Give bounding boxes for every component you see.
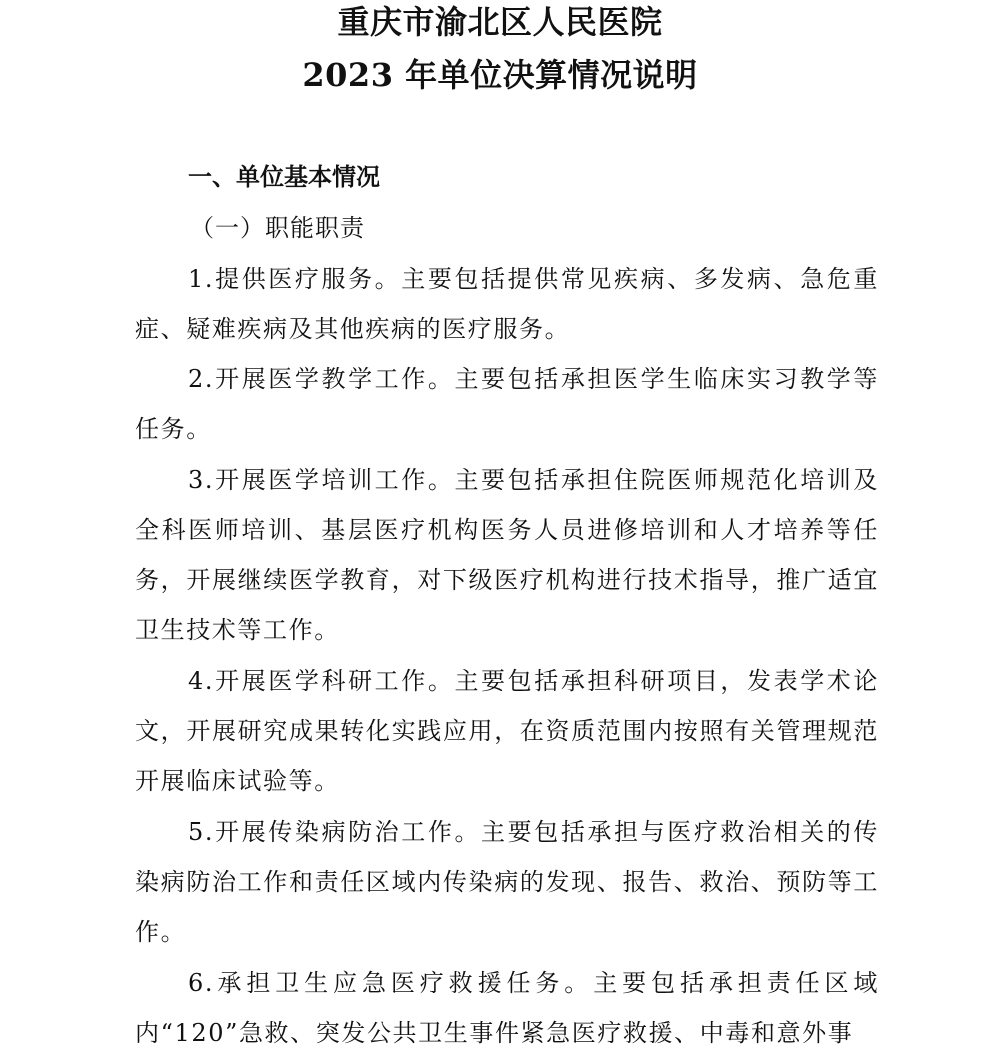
paragraph-4: 4.开展医学科研工作。主要包括承担科研项目，发表学术论文，开展研究成果转化实践应用，在资质范围内按照有关管理规范开展临床试验等。 — [135, 667, 879, 795]
paragraph-6: 6.承担卫生应急医疗救援任务。主要包括承担责任区域内“120”急救、突发公共卫生事件紧急医疗救援、中毒和意外事 — [135, 969, 879, 1047]
paragraph-1: 1.提供医疗服务。主要包括提供常见疾病、多发病、急危重症、疑难疾病及其他疾病的医疗服务。 — [135, 265, 879, 343]
section-heading: 一、单位基本情况 — [188, 162, 380, 191]
paragraph-5: 5.开展传染病防治工作。主要包括承担与医疗救治相关的传染病防治工作和责任区域内传染病的发现、报告、救治、预防等工作。 — [135, 818, 879, 946]
document-title-line-2: 2023 年单位决算情况说明 — [302, 56, 698, 94]
document-title-line-1: 重庆市渝北区人民医院 — [337, 3, 663, 41]
subsection-heading: （一）职能职责 — [190, 214, 365, 242]
paragraph-2: 2.开展医学教学工作。主要包括承担医学生临床实习教学等任务。 — [135, 365, 879, 443]
paragraph-3: 3.开展医学培训工作。主要包括承担住院医师规范化培训及全科医师培训、基层医疗机构医务人员进修培训和人才培养等任务，开展继续医学教育，对下级医疗机构进行技术指导，推广适宜卫生技术等工作。 — [135, 466, 879, 644]
